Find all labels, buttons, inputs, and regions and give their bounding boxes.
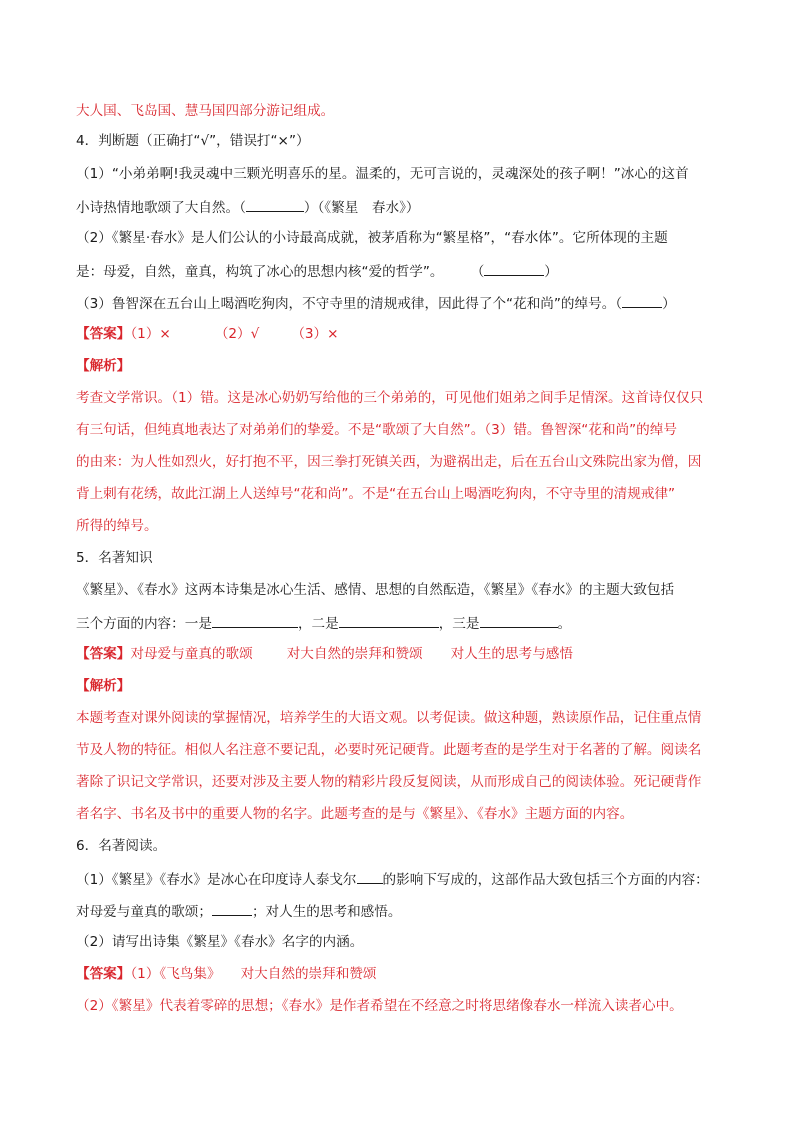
question-6-answer-line-1 (76, 964, 726, 984)
text: ；对人生的思考和感悟。 (251, 904, 402, 920)
answer-blank (246, 196, 304, 212)
text: ） (544, 264, 558, 280)
question-4-analysis-line-3 (76, 452, 726, 472)
question-4-analysis-line-5 (76, 516, 726, 536)
text: ，二是 (297, 616, 339, 632)
question-4-item-3 (76, 292, 726, 314)
question-5-analysis-line-3 (76, 772, 726, 792)
analysis-label: 【解析】 (76, 678, 131, 694)
question-6-answer-line-2 (76, 996, 726, 1016)
answer-item: （3）× (291, 326, 339, 342)
text: 的影响下写成的，这部作品大致包括三个方面的内容： (382, 872, 709, 888)
question-5-analysis-line-4 (76, 804, 726, 824)
answer-item: 对大自然的崇拜和赞颂 (286, 646, 423, 662)
question-4-analysis-line-2 (76, 420, 726, 440)
text: 著除了识记文学常识，还要对涉及主要人物的精彩片段反复阅读，从而形成自己的阅读体验。死记硬背作 (76, 774, 702, 790)
question-5-line-2 (76, 612, 726, 634)
question-4-answer (76, 324, 726, 344)
text: 6．名著阅读。 (76, 838, 167, 854)
question-5-line-1 (76, 580, 726, 600)
text: ） (662, 296, 676, 312)
text: 对母爱与童真的歌颂； (76, 904, 212, 920)
answer-item: （2）√ (214, 326, 260, 342)
question-5-answer (76, 644, 726, 664)
text: 的由来：为人性如烈火，好打抱不平，因三拳打死镇关西，为避祸出走，后在五台山文殊院出家为僧，因 (76, 454, 702, 470)
text: ）（《繁星 春水》） (303, 200, 420, 216)
answer-blank (622, 292, 662, 308)
question-5-analysis-line-1 (76, 708, 726, 728)
text: 考查文学常识。（1）错。这是冰心奶奶写给他的三个弟弟的，可见他们姐弟之间手足情深。这首诗仅仅只 (76, 390, 704, 406)
question-4-analysis-line-4 (76, 484, 726, 504)
text: 5．名著知识 (76, 550, 153, 566)
text: 。 (557, 616, 572, 632)
analysis-label: 【解析】 (76, 358, 131, 374)
text: 4．判断题（正确打“√”，错误打“×”） (76, 133, 310, 149)
text: 背上刺有花绣，故此江湖上人送绰号“花和尚”。不是“在五台山上喝酒吃狗肉，不守寺里的清规戒律” (76, 486, 676, 502)
answer-label: 【答案】 (76, 966, 131, 982)
question-5-analysis-line-2 (76, 740, 726, 760)
question-4-item-1-line-2 (76, 196, 726, 218)
answer-label: 【答案】 (76, 326, 131, 342)
question-4-item-2-line-2 (76, 260, 726, 282)
text: 小诗热情地歌颂了大自然。（ (76, 200, 246, 216)
answer-item: （1）× (130, 326, 171, 342)
answer-blank (357, 868, 383, 884)
question-6-item-1-line-2 (76, 900, 726, 922)
answer-blank (484, 260, 544, 276)
answer-item: （1）《飞鸟集》 (130, 966, 221, 982)
question-4-title (76, 131, 726, 151)
text: 本题考查对课外阅读的掌握情况，培养学生的大语文观。以考促读。做这种题，熟读原作品，记住重点情 (76, 710, 702, 726)
intro-line-continued (76, 101, 726, 121)
text: 是：母爱，自然，童真，构筑了冰心的思想内核“爱的哲学”。 （ (76, 264, 485, 280)
answer-blank (339, 612, 439, 628)
question-6-item-1-line-1 (76, 868, 726, 890)
answer-item: 对母爱与童真的歌颂 (130, 646, 253, 662)
text: 有三句话，但纯真地表达了对弟弟们的挚爱。不是“歌颂了大自然”。（3）错。鲁智深“花和尚”的绰号 (76, 422, 677, 438)
question-4-analysis-label (76, 356, 726, 376)
answer-item: 对人生的思考与感悟 (450, 646, 573, 662)
question-5-title (76, 548, 726, 568)
answer-item: 对大自然的崇拜和赞颂 (240, 966, 377, 982)
text: ，三是 (438, 616, 480, 632)
text: （2）请写出诗集《繁星》《春水》名字的内涵。 (76, 934, 364, 950)
question-4-item-2-line-1 (76, 228, 726, 248)
text: 者名字、书名及书中的重要人物的名字。此题考查的是与《繁星》、《春水》主题方面的内容。 (76, 806, 634, 822)
question-6-title (76, 836, 726, 856)
answer-label: 【答案】 (76, 646, 131, 662)
text: 《繁星》、《春水》这两本诗集是冰心生活、感情、思想的自然酝造，《繁星》《春水》的主题大致包括 (76, 582, 675, 598)
question-4-item-1-line-1 (76, 164, 726, 184)
text: （1）“小弟弟啊!我灵魂中三颗光明喜乐的星。温柔的，无可言说的，灵魂深处的孩子啊！”冰心的这首 (76, 166, 689, 182)
answer-blank (212, 900, 252, 916)
text: （3）鲁智深在五台山上喝酒吃狗肉，不守寺里的清规戒律，因此得了个“花和尚”的绰号。（ (76, 296, 623, 312)
question-6-item-2 (76, 932, 726, 952)
question-4-analysis-line-1 (76, 388, 726, 408)
answer-blank (212, 612, 298, 628)
text: 节及人物的特征。相似人名注意不要记乱，必要时死记硬背。此题考查的是学生对于名著的了解。阅读名 (76, 742, 702, 758)
answer-blank (480, 612, 558, 628)
answer-item: （2）《繁星》代表着零碎的思想；《春水》是作者希望在不经意之时将思绪像春水一样流入读者心中。 (76, 998, 683, 1014)
text: 大人国、飞岛国、慧马国四部分游记组成。 (76, 103, 335, 119)
text: 三个方面的内容：一是 (76, 616, 212, 632)
text: （1）《繁星》《春水》是冰心在印度诗人泰戈尔 (76, 872, 357, 888)
text: （2）《繁星·春水》是人们公认的小诗最高成就，被茅盾称为“繁星格”，“春水体”。它所体现的主题 (76, 230, 668, 246)
text: 所得的绰号。 (76, 518, 158, 534)
question-5-analysis-label (76, 676, 726, 696)
